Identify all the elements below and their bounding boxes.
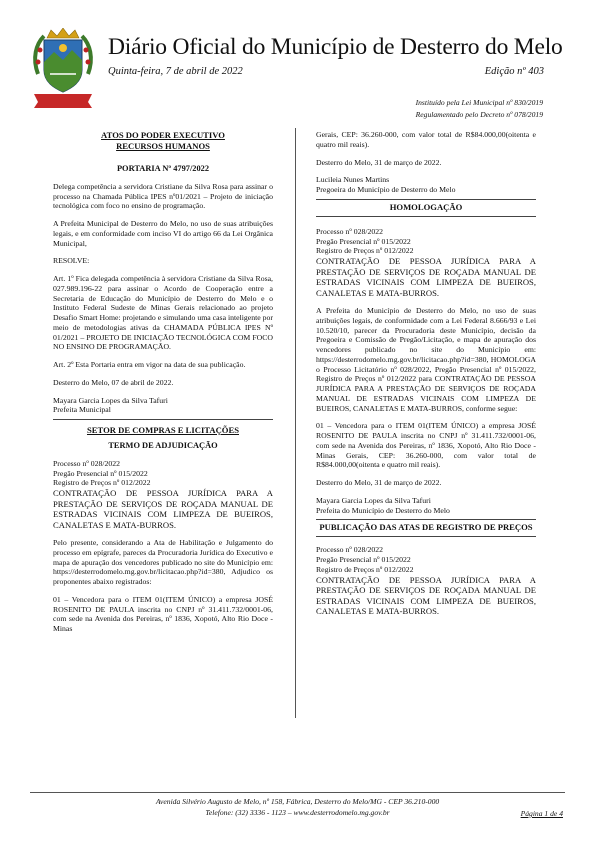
paragraph: Desterro do Melo, 31 de março de 2022. — [316, 157, 442, 167]
paragraph: Desterro do Melo, 31 de março de 2022. — [316, 478, 442, 487]
page-number: Página 1 de 4 — [520, 809, 563, 818]
footer-address: Avenida Silvério Augusto de Melo, nº 158, Fábrica, Desterro do Melo/MG - CEP 36.210-000 — [155, 797, 440, 806]
contract-object: CONTRATAÇÃO DE PESSOA JURÍDICA PARA A PRESTAÇÃO DE SERVIÇOS DE ROÇADA MANUAL DE ESTRADAS VICINAIS COM LIMPEZA DE BUEIROS, CANALETAS E MATA-BURROS. — [316, 256, 536, 298]
process-number: Processo nº 028/2022 — [53, 458, 120, 468]
municipal-coat-of-arms-icon — [30, 28, 96, 110]
pregao-number: Pregão Presencial nº 015/2022 — [53, 468, 148, 478]
signature-role: Pregoeira do Município de Desterro do Melo — [316, 185, 456, 194]
contract-object: CONTRATAÇÃO DE PESSOA JURÍDICA PARA A PRESTAÇÃO DE SERVIÇOS DE ROÇADA MANUAL DE ESTRADAS VICINAIS COM LIMPEZA DE BUEIROS, CANALETAS E MATA-BURROS. — [53, 488, 273, 530]
signature-name: Mayara Garcia Lopes da Silva Tafuri — [316, 495, 431, 505]
footer-divider — [30, 792, 565, 793]
regulated-by: Regulamentado pelo Decreto nº 078/2019 — [415, 110, 543, 119]
homologacao-title: HOMOLOGAÇÃO — [389, 201, 463, 212]
paragraph: 01 – Vencedora para o ITEM 01(ITEM ÚNICO) a empresa JOSÉ ROSENITO DE PAULA inscrita no CNPJ nº 31.411.732/0001-06, com sede na Avenida dos Pereiras, nº 1836, Xopotó, Alto Rio Doce - Minas — [53, 594, 273, 633]
left-column — [53, 130, 273, 642]
paragraph: Delega competência a servidora Cristiane da Silva Rosa para assinar o processo na Chamada Pública IPES nº01/2021 – Projeto de iniciação tecnológica com foco no ensino de programação. — [53, 181, 273, 211]
footer-phone-website: Telefone: (32) 3336 - 1123 – www.desterrodomelo.mg.gov.br — [205, 808, 390, 817]
section-title-line: RECURSOS HUMANOS — [116, 141, 210, 151]
legal-basis — [416, 97, 543, 121]
paragraph: 01 – Vencedora para o ITEM 01(ITEM ÚNICO) a empresa JOSÉ ROSENITO DE PAULA inscrita no CNPJ nº 31.411.732/0001-06, com sede na Avenida dos Pereiras, nº 1836, Xopotó, Alto Rio Doce - Minas Gerais, CEP: 36.260-000, com valor total de R$84.000,00(oitenta e quatro mil reais). — [316, 421, 536, 470]
instituted-by: Instituído pela Lei Municipal nº 830/2019 — [415, 98, 543, 107]
column-divider — [295, 128, 296, 718]
section-heading-purchasing: SETOR DE COMPRAS E LICITAÇÕES — [86, 425, 239, 435]
signature-name: Mayara Garcia Lopes da Silva Tafuri — [53, 395, 168, 405]
paragraph: A Prefeita do Município de Desterro do Melo, no uso de suas atribuições legais, de conformidade com a Lei Federal 8.666/93 e Lei 10.520/10, parecer da Procuradoria deste Município, decisão da Pregoeira e Comissão de Pregão/Licitação, e mapa de apuração dos vencedores publicado no site do Município em: https://desterrodomelo.mg.gov.br/licitacao.php?id=380, HOMOLOGA o Processo Licitatório nº 028/2022, Pregão Presencial nº 015/2022, Registro de Preços nº 012/2022 para CONTRATAÇÃO DE PESSOA JURÍDICA PARA A PRESTAÇÃO DE SERVIÇOS DE ROÇADA MANUAL DE ESTRADAS VICINAIS COM LIMPEZA DE BUEIROS, CANALETAS E MATA-BURROS, conforme segue: — [316, 306, 536, 413]
publication-date: Quinta-feira, 7 de abril de 2022 — [108, 66, 243, 77]
paragraph: Desterro do Melo, 07 de abril de 2022. — [53, 377, 174, 387]
process-number: Processo nº 028/2022 — [316, 545, 383, 555]
process-number: Processo nº 028/2022 — [316, 226, 383, 236]
section-heading-executive — [53, 130, 273, 152]
newspaper-title: Diário Oficial do Município de Desterro do Melo — [108, 34, 563, 60]
registro-number: Registro de Preços nº 012/2022 — [316, 564, 414, 574]
publication-heading-box — [316, 519, 536, 537]
contract-object: CONTRATAÇÃO DE PESSOA JURÍDICA PARA A PRESTAÇÃO DE SERVIÇOS DE ROÇADA MANUAL DE ESTRADAS VICINAIS COM LIMPEZA DE BUEIROS, CANALETAS E MATA-BURROS. — [316, 574, 536, 616]
right-column — [316, 130, 536, 625]
section-title-line: ATOS DO PODER EXECUTIVO — [101, 130, 225, 140]
paragraph: Gerais, CEP: 36.260-000, com valor total de R$84.000,00(oitenta e quatro mil reais). — [316, 130, 536, 149]
pregao-number: Pregão Presencial nº 015/2022 — [316, 555, 411, 564]
registro-number: Registro de Preços nº 012/2022 — [53, 478, 151, 488]
publication-title: PUBLICAÇÃO DAS ATAS DE REGISTRO DE PREÇOS — [319, 522, 533, 533]
pregao-number: Pregão Presencial nº 015/2022 — [316, 236, 411, 246]
paragraph: Art. 2º Esta Portaria entra em vigor na data de sua publicação. — [53, 360, 246, 369]
paragraph: RESOLVE: — [53, 256, 90, 266]
signature-name: Lucileia Nunes Martins — [316, 175, 390, 185]
paragraph: Art. 1º Fica delegada competência à servidora Cristiane da Silva Rosa, 027.989.196-22 para assinar o Acordo de Cooperação entre a Secretaria de Educação do Município de Desterro do Melo e o Instituto Federal Sudeste de Minas Gerais relacionado ao projeto Desafio Smart Home: projetando e simulando uma casa inteligente por meio de metodologias ativas da CHAMADA PÚBLICA IPES Nº 01/2021 – PROJETO DE INICIAÇÃO TECNOLÓGICA COM FOCO NO ENSINO DE PROGRAMAÇÃO. — [53, 274, 273, 352]
edition-number: Edição nº 403 — [484, 66, 544, 77]
registro-number: Registro de Preços nº 012/2022 — [316, 246, 414, 256]
termo-title: TERMO DE ADJUDICAÇÃO — [108, 441, 218, 450]
paragraph: Pelo presente, considerando a Ata de Habilitação e Julgamento do processo em epígrafe, pareces da Procuradoria Jurídica do Executivo e mapa de apuração dos vencedores publicado no site do Município em: https://desterrodomelo.mg.gov.br/licitacao.php?id=380, Adjudico os proponentes abaixo registrados: — [53, 538, 273, 586]
divider — [53, 419, 273, 420]
homologacao-heading-box — [316, 199, 536, 217]
signature-role: Prefeita Municipal — [53, 405, 111, 415]
paragraph: A Prefeita Municipal de Desterro do Melo, no uso de suas atribuições legais, e em conformidade com inciso VI do artigo 66 da Lei Orgânica Municipal, — [53, 219, 273, 248]
signature-role: Prefeita do Município de Desterro do Melo — [316, 505, 450, 515]
portaria-title: PORTARIA Nº 4797/2022 — [116, 164, 210, 173]
